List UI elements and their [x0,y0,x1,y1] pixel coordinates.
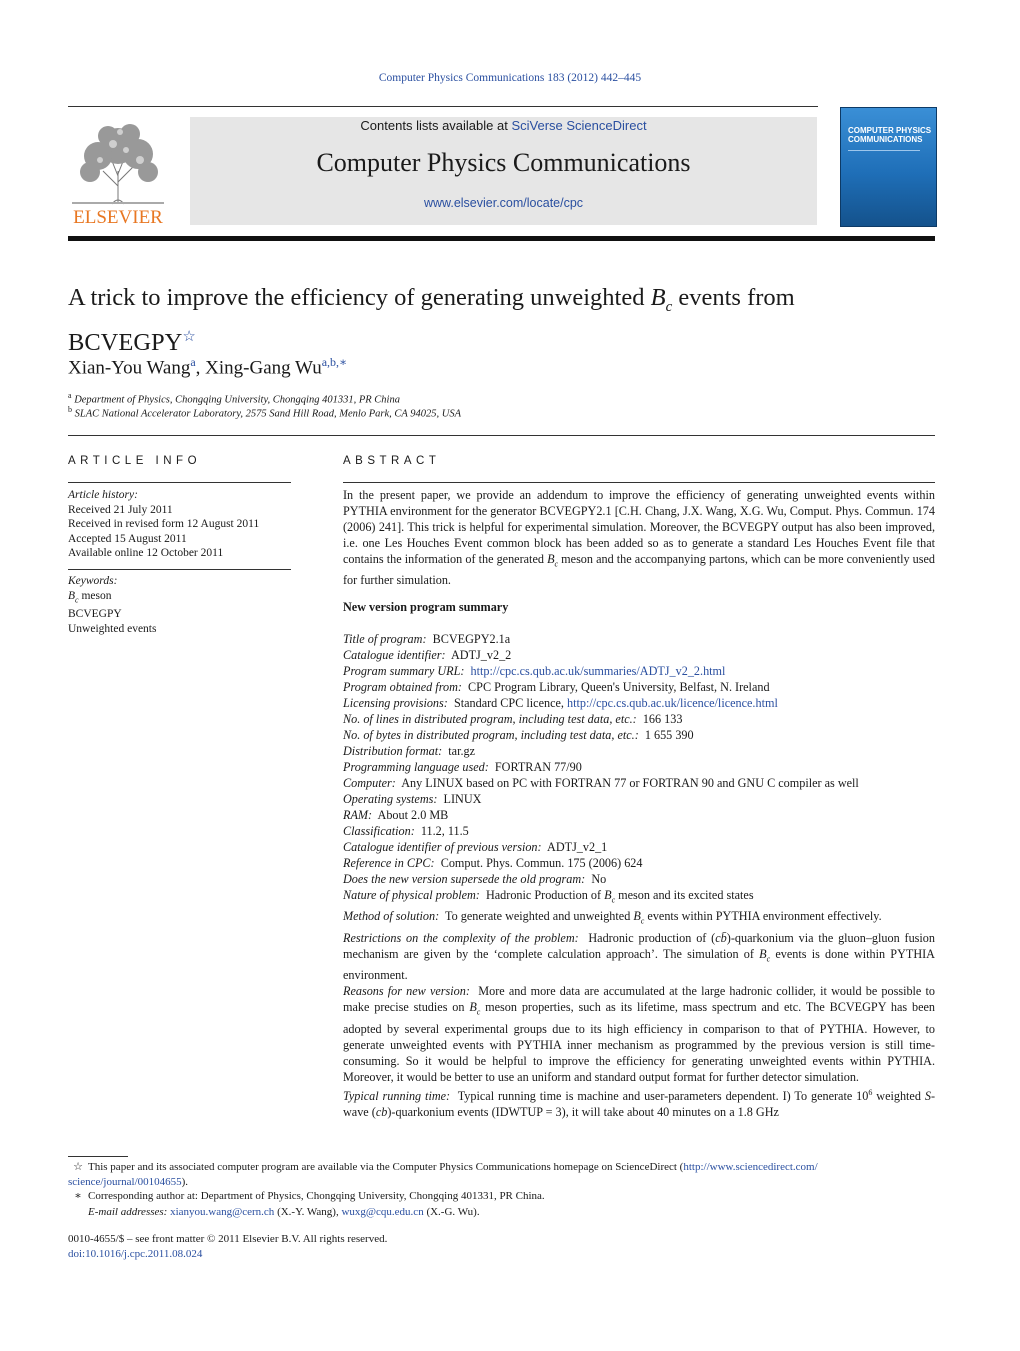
history-item: Received 21 July 2011 [68,503,173,516]
journal-banner [190,117,817,225]
footnote-asterisk-icon: ∗ [74,1190,82,1202]
elsevier-wordmark: ELSEVIER [73,207,163,228]
journal-citation[interactable]: Computer Physics Communications 183 (2012) 442–445 [378,72,642,84]
footnote-emails: E-mail addresses: xianyou.wang@cern.ch (X.-Y. Wang), wuxg@cqu.edu.cn (X.-G. Wu). [88,1206,480,1218]
author-affiliation-mark[interactable]: a,b,∗ [321,355,348,369]
cover-rule [848,150,920,151]
keyword: Unweighted events [68,622,157,635]
history-item: Available online 12 October 2011 [68,547,224,559]
copyright-line: 0010-4655/$ – see front matter © 2011 Elsevier B.V. All rights reserved. [68,1233,388,1245]
program-summary-url-link[interactable]: http://cpc.cs.qub.ac.uk/summaries/ADTJ_v2_2.html [470,664,726,678]
footnote-star-icon: ☆ [73,1161,83,1173]
article-title: A trick to improve the efficiency of generating unweighted $B_c$ events from BCVEGPY☆ [68,284,795,357]
footnote-corresponding: ∗ Corresponding author at: Department of Physics, Chongqing University, Chongqing 401331, PR China. [68,1189,935,1204]
keywords-rule [68,569,291,570]
journal-cover-image [840,107,937,227]
email-link[interactable]: wuxg@cqu.edu.cn [341,1206,424,1218]
program-summary: Title of program: BCVEGPY2.1a Catalogue identifier: ADTJ_v2_2 Program summary URL: http://cpc.cs.qub.ac.uk/summaries/ADTJ_v2_2.html Program obtained from: CPC Program Library, Queen's University, Belfast, N. Ireland Licensing provisions: Standard CPC licence, http://cpc.cs.qub.ac.uk/licence/licence.html No. of lines in distributed program, including test data, etc.: 166 133 No. of bytes in distributed program, including test data, etc.: 1 655 390 Distribution format: tar.gz Programming language used: FORTRAN 77/90 Computer: Any LINUX based on PC with FORTRAN 77 or FORTRAN 90 and GNU C compiler as well Operating systems: LINUX RAM: About 2.0 MB Classification: 11.2, 11.5 Catalogue identifier of previous version: ADTJ_v2_1 Reference in CPC: Comput. Phys. Commun. 175 (2006) 624 Does the new version supersede the old program: No Nature of physical problem: Hadronic Production of $B_c$ meson and its excited states Method of solution: To generate weighted and unweighted $B_c$ events within PYTHIA environment effectively. Restrictions on the complexity of the problem: Hadronic production of (cb̄)-quarkonium via the gluon–gluon fusion mechanism are given by the ‘complete calculation approach’. The simulation of $B_c$ events is done within PYTHIA environment. Reasons for new version: More and more data are accumulated at the large hadronic collider, it would be possible to make precise studies on $B_c$ meson properties, such as its lifetime, mass spectrum and etc. The BCVEGPY has been adopted by several experimental groups due to its high efficiency in comparison to that of PYTHIA. However, to generate unweighted events with PYTHIA inner mechanism as programmed by the previous version is still time-consuming. So it would be helpful to improve the efficiency for generating unweighted events within PYTHIA. Moreover, it would be better to use an uniform and standard output format for further detector simulation. Typical running time: Typical running time is machine and user-parameters dependent. I) To generate $10^6$ weighted S-wave (cb)-quarkonium events (IDWTUP = 3), it will take about 40 minutes on a 1.8 GHz [343,632,935,1119]
doi-line [68,1247,202,1262]
journal-title: Computer Physics Communications [316,148,691,177]
keyword: $B_c$ meson [68,589,112,604]
keywords: Keywords: $B_c$ meson BCVEGPY Unweighted events [68,574,293,636]
journal-url-link[interactable]: www.elsevier.com/locate/cpc [423,196,584,210]
abstract-heading: ABSTRACT [343,455,441,467]
cover-title: COMPUTER PHYSICS COMMUNICATIONS [848,126,932,144]
affiliation-b: $^b$ SLAC National Accelerator Laboratory, 2575 Sand Hill Road, Menlo Park, CA 94025, USA [68,405,461,420]
sciencedirect-journal-link[interactable]: http://www.sciencedirect.com/ [683,1161,818,1173]
header-thick-rule [68,236,935,241]
abstract-rule [343,482,935,483]
footnote-rule [68,1156,128,1157]
sciencedirect-journal-link-cont[interactable]: science/journal/00104655 [68,1175,182,1188]
contents-availability: Contents lists available at SciVerse ScienceDirect [360,118,647,133]
author-name: Xing-Gang Wu [205,357,322,379]
section-rule [68,435,935,436]
history-item: Received in revised form 12 August 2011 [68,518,260,530]
author-list: Xian-You Wang$^a$, Xing-Gang $Wu^{a,b,∗}$ [68,355,348,379]
email-link[interactable]: xianyou.wang@cern.ch [170,1206,275,1218]
author-affiliation-mark[interactable]: a [190,355,196,369]
licence-link[interactable]: http://cpc.cs.qub.ac.uk/licence/licence.html [567,696,778,710]
title-footnote-star-icon[interactable]: ☆ [182,328,196,345]
article-info-heading: ARTICLE INFO [68,455,202,467]
elsevier-tree-icon [68,116,168,228]
header-rule [68,106,818,107]
keyword: BCVEGPY [68,608,122,621]
doi-link[interactable]: doi:10.1016/j.cpc.2011.08.024 [68,1248,203,1260]
author-name: Xian-You Wang [68,357,191,379]
summary-heading: New version program summary [343,600,509,614]
footnote-star: ☆ This paper and its associated computer program are available via the Computer Physics Communications homepage on ScienceDirect (http://www.sciencedirect.com/ science/journal/00104655). [68,1161,818,1188]
history-item: Accepted 15 August 2011 [68,532,187,545]
sciencedirect-link[interactable]: SciVerse ScienceDirect [511,118,647,133]
article-info-rule [68,482,291,483]
elsevier-logo [68,116,168,228]
article-history: Article history: Received 21 July 2011 Received in revised form 12 August 2011 Accepted 15 August 2011 Available online 12 October 2011 [68,488,293,561]
abstract-text: In the present paper, we provide an addendum to improve the efficiency of generating unweighted events within PYTHIA environment for the generator BCVEGPY2.1 [C.H. Chang, J.X. Wang, X.G. Wu, Comput. Phys. Commun. 174 (2006) 241]. This trick is helpful for experimental simulation. Moreover, the BCVEGPY output has also been improved, i.e. one Les Houches Event common block has been added so as to generate a standard Les Houches Event file that contains the information of the generated $B_c$ meson and the accompanying partons, which can be more conveniently used for further simulation. [343,488,936,588]
affiliation-a: $^a$ Department of Physics, Chongqing University, Chongqing 401331, PR China [68,391,400,406]
